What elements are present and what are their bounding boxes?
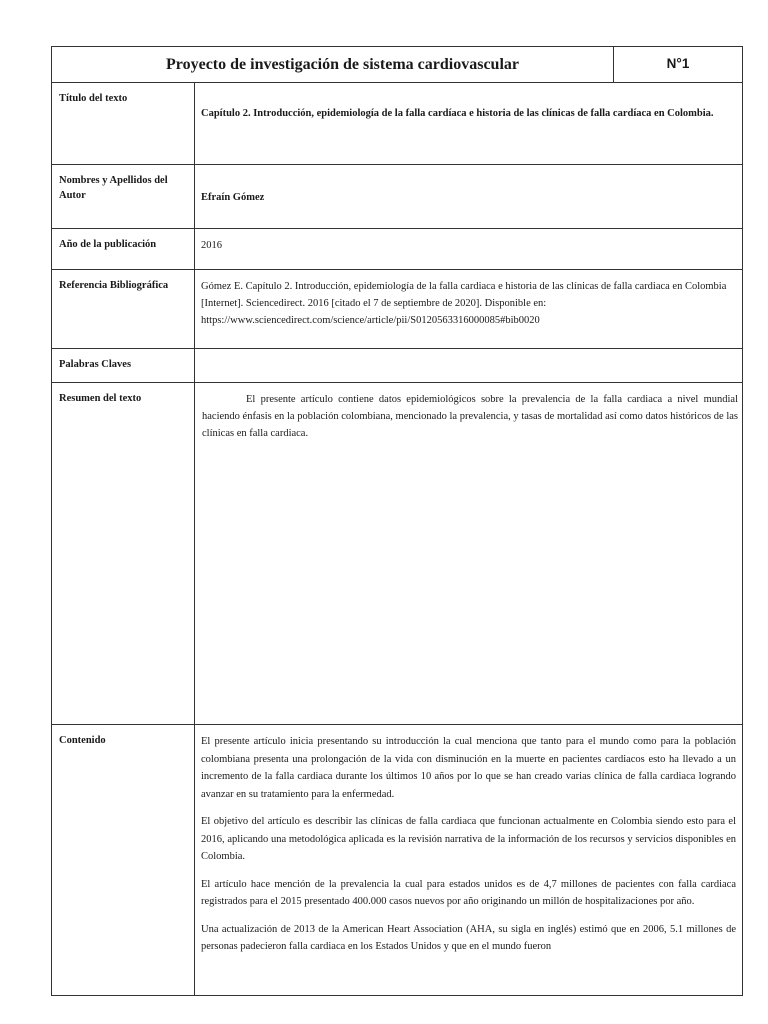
row-contenido-value [195,725,742,995]
row-titulo-value: Capítulo 2. Introducción, epidemiología de la falla cardíaca e historia de las clínicas de falla cardíaca en Colombia. [201,108,714,119]
contenido-paragraph: El artículo hace mención de la prevalencia la cual para estados unidos es de 4,7 millones de pacientes con falla cardiaca registrados para el 2015 presentado 400.000 casos nuevos por año originando un millón de hospitalizaciones por año. [201,878,736,907]
row-resumen-value: El presente artículo contiene datos epidemiológicos sobre la prevalencia de la falla cardiaca a nivel mundial haciendo énfasis en la población colombiana, mencionado la prevalencia, y tasas de mortalidad así como datos históricos de las clínicas en falla cardiaca. [202,394,738,439]
form-header-row [52,47,742,83]
row-contenido [52,725,742,995]
row-autor [52,165,742,229]
row-palabras-claves-label: Palabras Claves [52,349,195,382]
row-resumen [52,383,742,725]
contenido-paragraph: El presente artículo inicia presentando su introducción la cual menciona que tanto para el mundo como para la población colombiana presenta una prolongación de la vida con disminución en la muerte en pacientes cardiacos esto ha llevado a un incremento de la falla cardiaca durante los últimos 10 años por lo que se han creado varias clínica de falla cardiaca logrando avanzar en su tratamiento para la enfermedad. [201,736,736,800]
form-number: N°1 [666,56,690,71]
row-referencia [52,270,742,349]
form-title: Proyecto de investigación de sistema cardiovascular [52,47,614,82]
row-anio-value: 2016 [201,240,222,251]
contenido-paragraph: Una actualización de 2013 de la American Heart Association (AHA, su sigla en inglés) estimó que en 2006, 5.1 millones de personas padecieron falla cardiaca en los Estados Unidos y que en el mundo fueron [201,923,736,952]
row-titulo-label: Título del texto [52,83,195,164]
row-autor-label: Nombres y Apellidos del Autor [52,165,195,228]
row-anio-label: Año de la publicación [52,229,195,269]
row-contenido-label: Contenido [52,725,195,995]
row-referencia-label: Referencia Bibliográfica [52,270,195,348]
row-palabras-claves-value [195,349,742,382]
research-form-table [51,46,743,996]
row-referencia-value: Gómez E. Capítulo 2. Introducción, epidemiología de la falla cardiaca e historia de las clínicas de falla cardiaca en Colombia [Internet]. Sciencedirect. 2016 [citado el 7 de septiembre de 2020]. Disponible en: https://www.sciencedirect.com/science/article/pii/S0120563316000085#bib0020 [201,281,727,326]
row-anio [52,229,742,270]
contenido-paragraph: El objetivo del artículo es describir las clínicas de falla cardiaca que funcionan actualmente en Colombia siendo esto para el 2016, aplicando una metodológica aplicada es la revisión narrativa de la información de los recursos y servicios disponibles en Colombia. [201,816,736,862]
row-autor-value: Efraín Gómez [201,192,265,203]
row-palabras-claves [52,349,742,383]
row-resumen-label: Resumen del texto [52,383,195,724]
row-titulo [52,83,742,165]
